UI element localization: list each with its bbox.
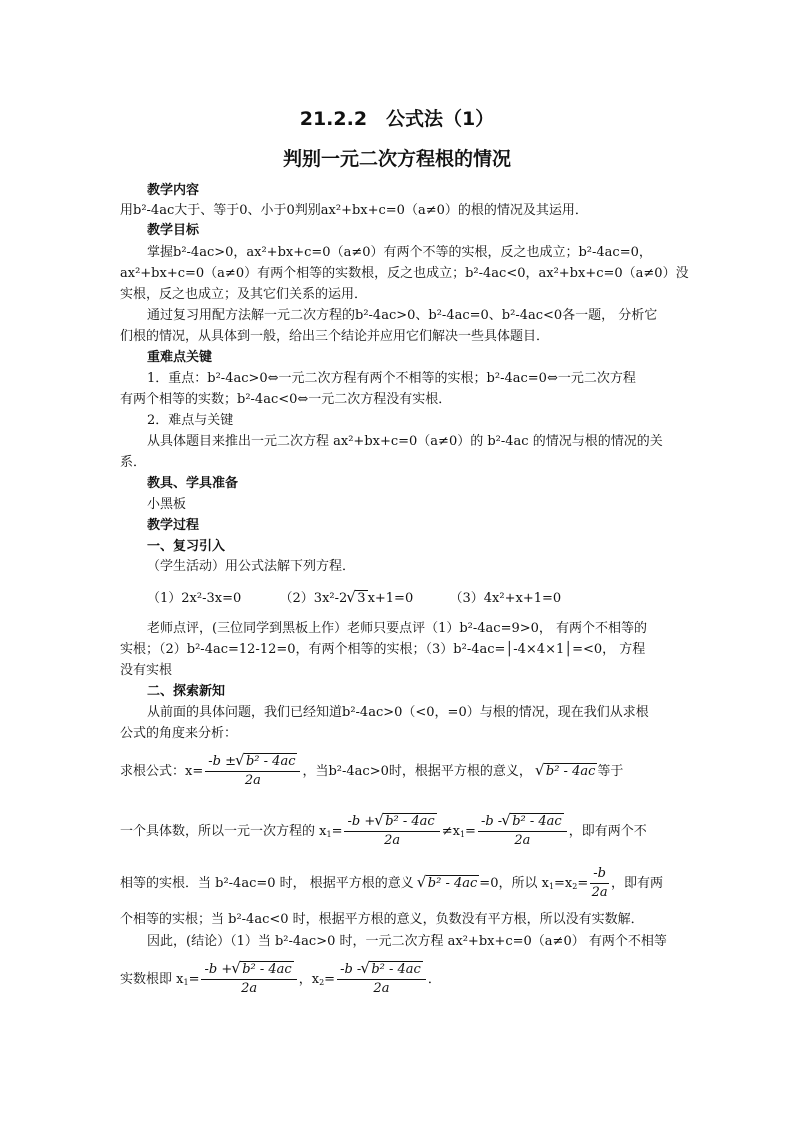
formula-text: = xyxy=(188,972,200,987)
heading-goal: 教学目标 xyxy=(147,223,200,238)
root-x1 xyxy=(201,961,296,998)
text-line: 有两个相等的实数；b²-4ac<0⇔一元二次方程没有实根． xyxy=(120,392,452,407)
denominator: 2a xyxy=(384,833,401,848)
root-x2 xyxy=(337,961,426,998)
radical: √ b² - 4ac xyxy=(426,875,480,892)
exercise-2-tail: x+1=0 xyxy=(367,591,414,606)
denominator: 2a xyxy=(241,981,258,996)
formula-text: = xyxy=(577,876,589,891)
formula-text: ，即有两 xyxy=(610,876,663,891)
text-line: 没有实根 xyxy=(120,663,173,678)
numerator-text: -b + xyxy=(347,814,376,829)
root-x1 xyxy=(344,813,439,850)
exercise-2: （2）3x²-2 xyxy=(279,591,348,606)
text-line: 2．难点与关键 xyxy=(147,413,234,428)
formula-text: ，即有两个不 xyxy=(568,824,647,839)
subscript: 1 xyxy=(183,978,189,987)
exercise-3: （3）4x²+x+1=0 xyxy=(449,591,562,606)
text-line: 从前面的具体问题，我们已经知道b²-4ac>0（<0，=0）与根的情况，现在我们从求根 xyxy=(147,705,649,720)
formula-text: 求根公式：x= xyxy=(120,764,204,779)
radical: √ b² - 4ac xyxy=(240,961,294,978)
formula-text: = xyxy=(465,824,476,839)
text-line: 系． xyxy=(120,455,147,470)
formula-text: ，x xyxy=(298,972,320,987)
root-formula xyxy=(205,753,300,790)
text-line: 通过复习用配方法解一元二次方程的b²-4ac>0、b²-4ac=0、b²-4ac<0各一题， 分析它 xyxy=(147,308,658,323)
formula-line xyxy=(120,960,690,1000)
numerator-text: -b xyxy=(590,865,609,884)
formula-line xyxy=(120,752,690,792)
page-title: 21.2.2 公式法（1） xyxy=(299,108,495,130)
subscript: 1 xyxy=(459,830,466,839)
formula-text: ，当b²-4ac>0时，根据平方根的意义， xyxy=(302,764,532,779)
text-line: 公式的角度来分析： xyxy=(120,726,238,741)
exercise-line xyxy=(147,589,707,609)
text-line: 实根，反之也成立；及其它们关系的运用． xyxy=(120,287,368,302)
radical: √ b² - 4ac xyxy=(244,753,298,770)
radical: √ b² - 4ac xyxy=(544,763,598,780)
denominator: 2a xyxy=(514,833,531,848)
text-line: 小黑板 xyxy=(147,497,187,512)
text-line: ax²+bx+c=0（a≠0）有两个相等的实数根，反之也成立；b²-4ac<0，ax²+bx+c=0（a≠0）没 xyxy=(120,266,689,281)
formula-text: 一个具体数，所以一元一次方程的 x xyxy=(120,824,327,839)
formula-text: ． xyxy=(427,972,441,987)
radical: √ b² - 4ac xyxy=(510,813,564,830)
double-root xyxy=(590,865,609,902)
formula-text: =x xyxy=(554,876,573,891)
text-line: 们根的情况，从具体到一般，给出三个结论并应用它们解决一些具体题目． xyxy=(120,329,550,344)
formula-text: 实数根即 x xyxy=(120,972,184,987)
formula-text: = xyxy=(331,824,343,839)
text-line: 实根；（2）b²-4ac=12-12=0，有两个相等的实根；（3）b²-4ac=│-4×4×1│=<0， 方程 xyxy=(120,642,646,657)
formula-text: ≠x xyxy=(441,824,460,839)
heading-tools: 教具、学具准备 xyxy=(147,476,239,491)
text-line: 个相等的实根；当 b²-4ac<0 时，根据平方根的意义，负数没有平方根，所以没有实数解． xyxy=(120,912,644,927)
root-x2 xyxy=(478,813,567,850)
heading-explore: 二、探索新知 xyxy=(147,684,226,699)
sqrt-three: √ 3 xyxy=(355,590,367,607)
heading-content: 教学内容 xyxy=(147,183,200,198)
formula-text: 等于 xyxy=(597,764,624,779)
text-line: 用b²-4ac大于、等于0、小于0判别ax²+bx+c=0（a≠0）的根的情况及其运用． xyxy=(120,203,588,218)
numerator-text: -b + xyxy=(204,962,233,977)
denominator: 2a xyxy=(591,885,608,900)
radical: √ b² - 4ac xyxy=(383,813,437,830)
text-line: 1．重点：b²-4ac>0⇔一元二次方程有两个不相等的实根；b²-4ac=0⇔一元二次方程 xyxy=(147,371,636,386)
text-line: 从具体题目来推出一元二次方程 ax²+bx+c=0（a≠0）的 b²-4ac 的情况与根的情况的关 xyxy=(147,434,663,449)
denominator: 2a xyxy=(244,773,261,788)
formula-text: 相等的实根．当 b²-4ac=0 时， 根据平方根的意义 xyxy=(120,876,414,891)
text-line: （学生活动）用公式法解下列方程． xyxy=(147,559,356,574)
subscript: 2 xyxy=(319,978,325,987)
denominator: 2a xyxy=(373,981,390,996)
heading-key-points: 重难点关键 xyxy=(147,350,213,365)
formula-text: = xyxy=(324,972,336,987)
heading-review: 一、复习引入 xyxy=(147,539,226,554)
text-line: 掌握b²-4ac>0，ax²+bx+c=0（a≠0）有两个不等的实根，反之也成立；b²-4ac=0， xyxy=(147,245,652,260)
subscript: 1 xyxy=(548,882,555,891)
formula-text: =0，所以 x xyxy=(479,876,549,891)
exercise-1: （1）2x²-3x=0 xyxy=(147,591,242,606)
numerator-text: -b - xyxy=(480,814,503,829)
text-line: 因此，(结论）（1）当 b²-4ac>0 时，一元二次方程 ax²+bx+c=0（a≠0） 有两个不相等 xyxy=(147,934,667,949)
subscript: 1 xyxy=(326,830,332,839)
text-line: 老师点评，(三位同学到黑板上作）老师只要点评（1）b²-4ac=9>0， 有两个不相等的 xyxy=(147,621,648,636)
radical: √ b² - 4ac xyxy=(369,961,423,978)
formula-line xyxy=(120,864,690,904)
subscript: 2 xyxy=(572,882,578,891)
numerator-text: -b ± xyxy=(208,754,236,769)
heading-process: 教学过程 xyxy=(147,518,200,533)
formula-line xyxy=(120,812,690,852)
page-subtitle: 判别一元二次方程根的情况 xyxy=(282,148,511,170)
numerator-text: -b - xyxy=(340,962,362,977)
